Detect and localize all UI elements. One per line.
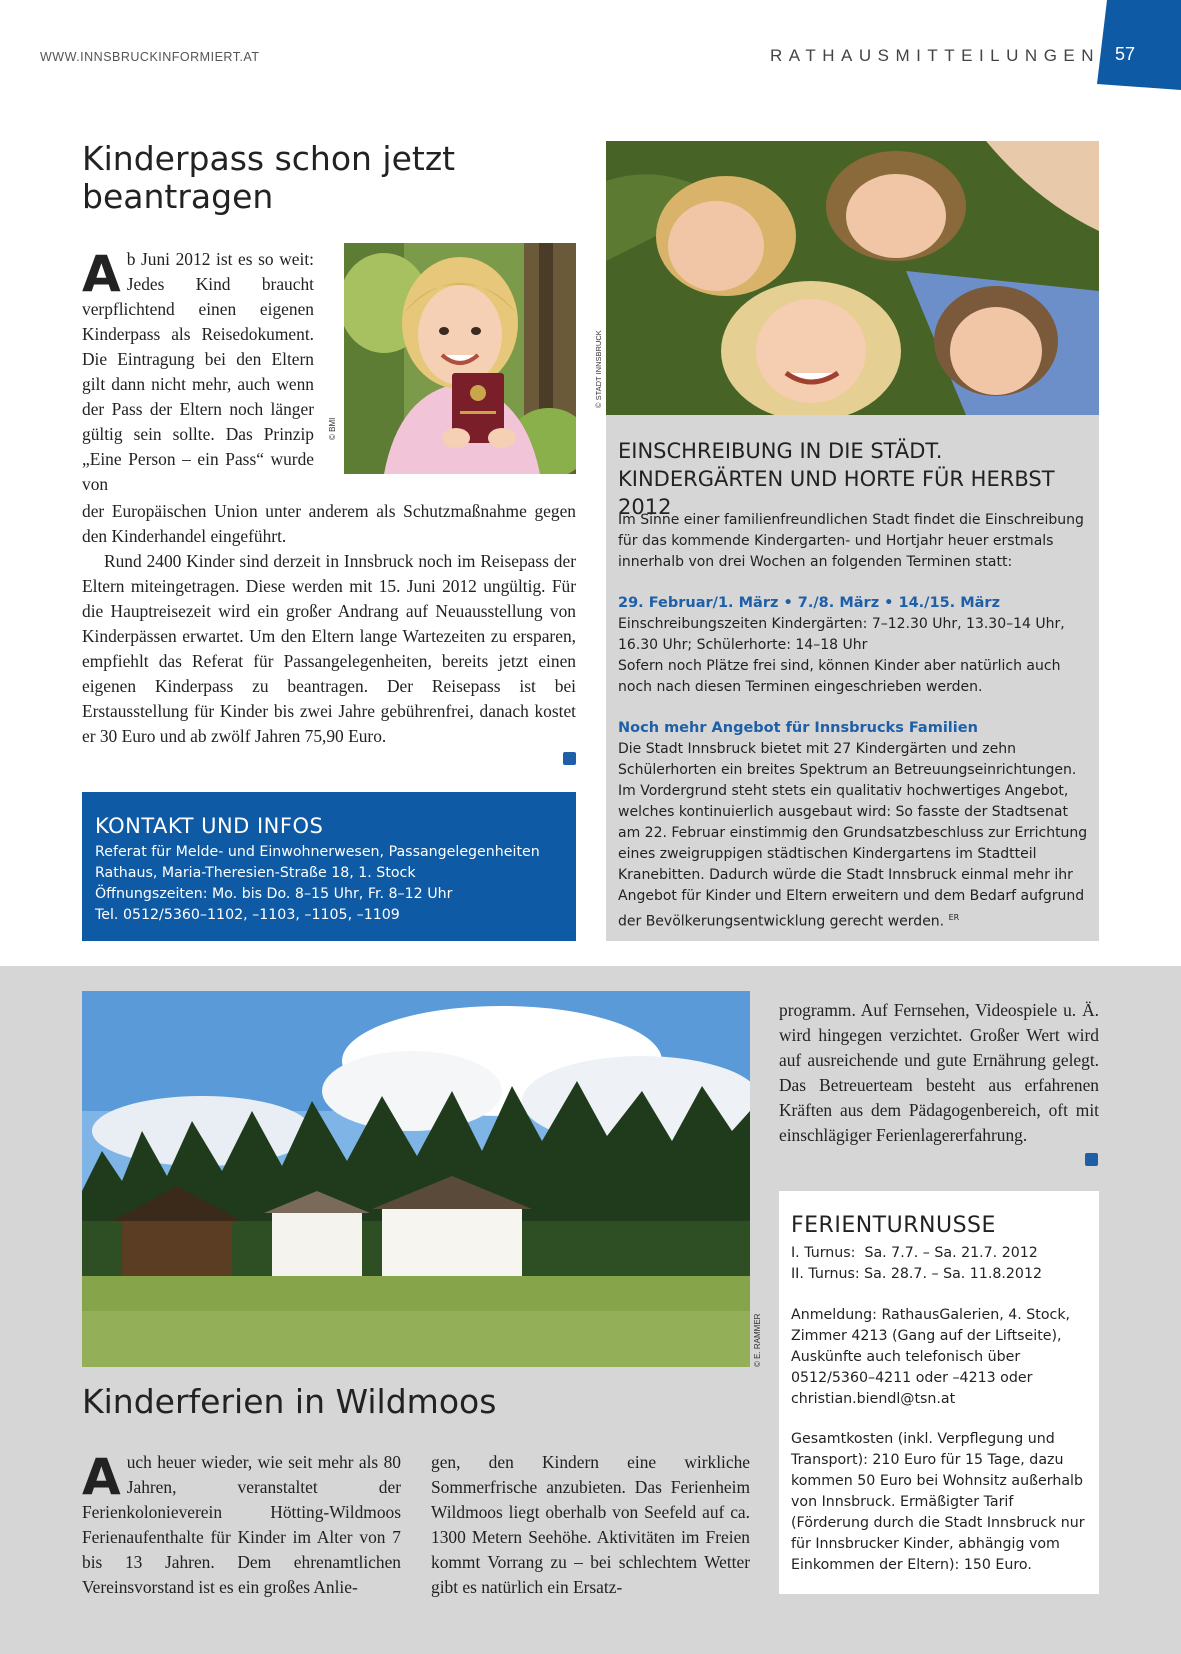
paragraph-wildmoos-1: uch heuer wieder, wie seit mehr als 80 Jahren, veranstaltet der Ferienkolonieverein Hötting-Wildmoos Ferienaufenthalte für Kinder im Alter von 7 bis 13 Jahren. Dem ehrenamtlichen Vereinsvorstand ist es ein großes Anlie- <box>82 1452 401 1597</box>
article-title-wildmoos: Kinderferien in Wildmoos <box>82 1382 497 1421</box>
ferienturnusse-title: FERIENTURNUSSE <box>791 1213 996 1238</box>
kontakt-info-box <box>82 792 576 941</box>
author-initials: ER <box>948 913 960 922</box>
paragraph-wildmoos-3: programm. Auf Fernsehen, Videospiele u. Ä. wird hingegen verzichtet. Großer Wert wird auf ausreichende und gute Ernährung gelegt. Das Betreuerteam besteht aus erfahrenen Kräften aus dem Pädagogenbereich, oft mit einschlägiger Ferienlagererfahrung. <box>779 1000 1099 1145</box>
gesamtkosten-text: Gesamtkosten (inkl. Verpflegung und Transport): 210 Euro für 15 Tage, dazu kommen 50 Euro bei Wohnsitz außerhalb von Innsbruck. Ermäßigter Tarif (Förderung durch die Stadt Innsbruck nur für Innsbrucker Kinder, abhängig vom Einkommen der Eltern): 150 Euro. <box>791 1431 1085 1573</box>
kontakt-lines <box>95 842 540 926</box>
article-wildmoos-col1 <box>82 1450 401 1600</box>
kontakt-line-address: Rathaus, Maria-Theresien-Straße 18, 1. Stock <box>95 865 416 881</box>
section-title: RATHAUSMITTEILUNGEN <box>770 46 1101 65</box>
turnus-1: I. Turnus: Sa. 7.7. – Sa. 21.7. 2012 <box>791 1245 1038 1261</box>
paragraph-wildmoos-2: gen, den Kindern eine wirkliche Sommerfrische anzubieten. Das Ferienheim Wildmoos liegt oberhalb von Seefeld auf ca. 1300 Metern Seehöhe. Aktivitäten im Freien kommt Vorrang zu – bei schlechtem Wetter gibt es natürlich ein Ersatz- <box>431 1452 750 1597</box>
paragraph-intro: b Juni 2012 ist es so weit: Jedes Kind braucht verpflichtend einen eigenen Kinderpass als Reisedokument. Die Eintragung bei den Eltern gilt dann nicht mehr, auch wenn der Pass der Eltern noch länger gültig sein sollte. Das Prinzip „Eine Person – ein Pass“ wurde von <box>82 249 314 494</box>
turnus-list <box>791 1243 1091 1285</box>
end-of-article-marker <box>563 752 576 765</box>
photo-credit-stadt-innsbruck: © STADT INNSBRUCK <box>594 330 603 408</box>
photo-girl-with-passport <box>344 243 576 474</box>
kindergarten-dates-note: Sofern noch Plätze frei sind, können Kinder aber natürlich auch noch nach diesen Terminen eingeschrieben werden. <box>618 658 1061 695</box>
article-wildmoos-col3 <box>779 998 1099 1148</box>
page-number: 57 <box>1114 44 1136 64</box>
anmeldung-text: Anmeldung: RathausGalerien, 4. Stock, Zimmer 4213 (Gang auf der Liftseite), Auskünfte auch telefonisch über 0512/5360–4211 oder –4213 oder christian.biendl@tsn.at <box>791 1307 1071 1407</box>
site-url: WWW.INNSBRUCKINFORMIERT.AT <box>40 50 260 64</box>
kindergarten-dates-text: Einschreibungszeiten Kindergärten: 7–12.30 Uhr, 13.30–14 Uhr, 16.30 Uhr; Schülerhorte: 14–18 Uhr <box>618 616 1065 653</box>
article-kinderpass-intro <box>82 247 314 497</box>
kontakt-line-phone: Tel. 0512/5360–1102, –1103, –1105, –1109 <box>95 907 400 923</box>
kindergarten-intro: Im Sinne einer familienfreundlichen Stadt findet die Einschreibung für das kommende Kindergarten- und Hortjahr heuer erstmals innerhalb von drei Wochen an folgenden Terminen statt: <box>618 512 1084 570</box>
photo-credit-bmi: © BMI <box>328 417 337 440</box>
article-kinderpass-body <box>82 499 576 749</box>
photo-children-on-grass <box>606 141 1099 415</box>
paragraph-eu: der Europäischen Union unter anderem als Schutzmaßnahme gegen den Kinderhandel eingeführt. <box>82 501 576 546</box>
kindergarten-more-text: Die Stadt Innsbruck bietet mit 27 Kindergärten und zehn Schülerhorten ein breites Spektrum an Betreuungseinrichtungen. Im Vordergrund steht stets ein qualitativ hochwertiges Angebot, welches kontinuierlich ausgebaut wird: So fasste der Stadtsenat am 22. Februar einstimmig den Grundsatzbeschluss zur Errichtung eines zweigruppigen städtischen Kindergartens im Stadtteil Kranebitten. Dadurch würde die Stadt Innsbruck einmal mehr ihr Angebot für Kinder und Eltern erweitern und dem Bedarf aufgrund der Bevölkerungsentwicklung gerecht werden. <box>618 741 1088 930</box>
kindergarten-dates-block <box>618 593 1088 698</box>
kontakt-title: KONTAKT UND INFOS <box>95 814 324 838</box>
article-title-kinderpass: Kinderpass schon jetzt beantragen <box>82 139 456 216</box>
dropcap-wildmoos: A <box>82 1448 121 1506</box>
kontakt-line-referat: Referat für Melde- und Einwohnerwesen, Passangelegenheiten <box>95 844 540 860</box>
kindergarten-info-box <box>606 415 1099 941</box>
kindergarten-title: EINSCHREIBUNG IN DIE STÄDT. KINDERGÄRTEN UND HORTE FÜR HERBST 2012 <box>618 439 1055 519</box>
paragraph-reisepass: Rund 2400 Kinder sind derzeit in Innsbruck noch im Reisepass der Eltern miteingetragen. Diese werden mit 15. Juni 2012 ungültig. Für die Hauptreisezeit wird ein großer Andrang auf Neuausstellung von Kinderpässen erwartet. Um den Eltern lange Wartezeiten zu ersparen, empfiehlt das Referat für Passangelegenheiten, bereits jetzt einen eigenen Kinderpass zu beantragen. Der Reisepass ist bei Erstausstellung für Kinder bis zwei Jahre gebührenfrei, danach kostet er 30 Euro und ab zwölf Jahren 75,90 Euro. <box>82 551 576 746</box>
turnus-2: II. Turnus: Sa. 28.7. – Sa. 11.8.2012 <box>791 1266 1042 1282</box>
kindergarten-dates-heading: 29. Februar/1. März • 7./8. März • 14./15. März <box>618 595 1001 611</box>
end-of-article-marker-wildmoos <box>1085 1153 1098 1166</box>
photo-credit-rammer: © E. RAMMER <box>753 1313 762 1367</box>
kontakt-line-hours: Öffnungszeiten: Mo. bis Do. 8–15 Uhr, Fr. 8–12 Uhr <box>95 886 453 902</box>
article-wildmoos-col2 <box>431 1450 750 1600</box>
kindergarten-more-block <box>618 718 1088 933</box>
kindergarten-more-heading: Noch mehr Angebot für Innsbrucks Familien <box>618 720 978 736</box>
dropcap: A <box>82 245 121 303</box>
photo-ferienheim-wildmoos <box>82 991 750 1367</box>
ferienturnusse-box <box>779 1191 1099 1594</box>
